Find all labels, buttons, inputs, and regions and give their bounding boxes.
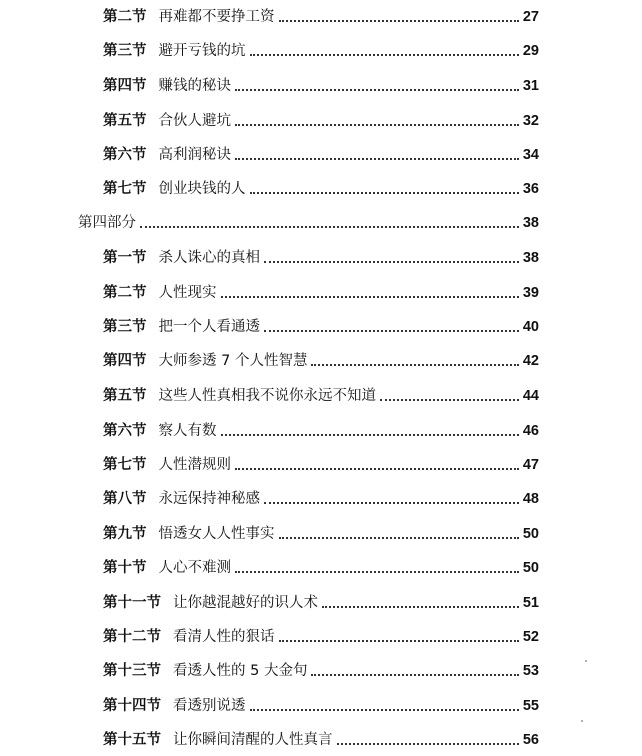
scan-speck — [581, 720, 583, 722]
section-number: 第三节 — [103, 43, 147, 59]
section-number: 第一节 — [103, 250, 147, 266]
toc-entry — [103, 108, 539, 130]
page-number: 44 — [522, 388, 539, 404]
dot-leader — [264, 261, 519, 263]
toc-entry — [103, 693, 539, 715]
toc-entry — [103, 73, 539, 95]
section-title: 人性潜规则 — [158, 457, 231, 473]
section-number: 第六节 — [103, 147, 147, 163]
page-number: 56 — [522, 732, 539, 748]
section-number: 第三节 — [103, 319, 147, 335]
page-number: 38 — [522, 215, 539, 231]
toc-entry — [103, 452, 539, 474]
toc-part-entry — [78, 210, 539, 232]
section-title: 创业块钱的人 — [158, 181, 246, 197]
section-number: 第八节 — [103, 491, 147, 507]
dot-leader — [250, 709, 519, 711]
section-title: 人心不难测 — [158, 560, 231, 576]
dot-leader — [279, 537, 519, 539]
page-number: 36 — [522, 181, 539, 197]
section-number: 第十三节 — [103, 663, 161, 679]
toc-entry — [103, 314, 539, 336]
toc-entry — [103, 418, 539, 440]
dot-leader — [250, 192, 519, 194]
section-number: 第七节 — [103, 457, 147, 473]
toc-entry — [103, 486, 539, 508]
dot-leader — [140, 226, 519, 228]
section-number: 第四节 — [103, 78, 147, 94]
toc-entry — [103, 4, 539, 26]
toc-entry — [103, 348, 539, 370]
toc-entry — [103, 521, 539, 543]
page-number: 40 — [522, 319, 539, 335]
dot-leader — [221, 296, 519, 298]
section-title: 赚钱的秘诀 — [158, 78, 231, 94]
dot-leader — [279, 640, 519, 642]
section-title: 合伙人避坑 — [158, 113, 231, 129]
section-number: 第五节 — [103, 113, 147, 129]
dot-leader — [322, 606, 519, 608]
dot-leader — [264, 502, 519, 504]
section-number: 第七节 — [103, 181, 147, 197]
page-number: 51 — [522, 595, 539, 611]
dot-leader — [380, 399, 519, 401]
page-number: 48 — [522, 491, 539, 507]
toc-entry — [103, 727, 539, 749]
toc-entry — [103, 658, 539, 680]
section-title: 把一个人看通透 — [158, 319, 260, 335]
dot-leader — [264, 330, 519, 332]
toc-entry — [103, 280, 539, 302]
dot-leader — [279, 20, 519, 22]
section-number: 第九节 — [103, 526, 147, 542]
section-number: 第四节 — [103, 353, 147, 369]
page-number: 39 — [522, 285, 539, 301]
page-number: 42 — [522, 353, 539, 369]
page-number: 31 — [522, 78, 539, 94]
toc-entry — [103, 176, 539, 198]
page-number: 32 — [522, 113, 539, 129]
dot-leader — [235, 158, 519, 160]
dot-leader — [337, 743, 519, 745]
page-number: 50 — [522, 526, 539, 542]
page-number: 38 — [522, 250, 539, 266]
dot-leader — [311, 364, 518, 366]
toc-entry — [103, 142, 539, 164]
section-title: 人性现实 — [158, 285, 217, 301]
section-title: 让你越混越好的识人术 — [173, 595, 318, 611]
section-title: 察人有数 — [158, 423, 217, 439]
section-title: 杀人诛心的真相 — [158, 250, 260, 266]
section-number: 第二节 — [103, 9, 147, 25]
toc-entry — [103, 245, 539, 267]
section-title: 看清人性的狠话 — [173, 629, 275, 645]
section-number: 第十一节 — [103, 595, 161, 611]
toc-entry — [103, 624, 539, 646]
section-title: 让你瞬间清醒的人性真言 — [173, 732, 333, 748]
toc-entry — [103, 38, 539, 60]
dot-leader — [235, 468, 519, 470]
section-title: 看透别说透 — [173, 698, 246, 714]
page-number: 34 — [522, 147, 539, 163]
section-number: 第十四节 — [103, 698, 161, 714]
section-title: 高利润秘诀 — [158, 147, 231, 163]
page-number: 52 — [522, 629, 539, 645]
toc-entry — [103, 555, 539, 577]
dot-leader — [221, 434, 519, 436]
section-number: 第六节 — [103, 423, 147, 439]
part-title: 第四部分 — [78, 215, 136, 231]
page-number: 47 — [522, 457, 539, 473]
section-title: 永远保持神秘感 — [158, 491, 260, 507]
scan-speck — [585, 660, 587, 662]
section-number: 第十五节 — [103, 732, 161, 748]
page-number: 46 — [522, 423, 539, 439]
page-number: 50 — [522, 560, 539, 576]
page-number: 55 — [522, 698, 539, 714]
toc-entry — [103, 590, 539, 612]
toc-entry — [103, 383, 539, 405]
section-title: 悟透女人人性事实 — [158, 526, 275, 542]
section-title: 避开亏钱的坑 — [158, 43, 246, 59]
section-title: 大师参透 7 个人性智慧 — [158, 353, 308, 369]
section-title: 这些人性真相我不说你永远不知道 — [158, 388, 376, 404]
page-number: 27 — [522, 9, 539, 25]
page-number: 53 — [522, 663, 539, 679]
section-number: 第五节 — [103, 388, 147, 404]
page-number: 29 — [522, 43, 539, 59]
section-number: 第二节 — [103, 285, 147, 301]
dot-leader — [311, 674, 518, 676]
section-title: 再难都不要挣工资 — [158, 9, 275, 25]
dot-leader — [235, 89, 519, 91]
dot-leader — [235, 124, 519, 126]
dot-leader — [250, 54, 519, 56]
section-number: 第十二节 — [103, 629, 161, 645]
section-number: 第十节 — [103, 560, 147, 576]
section-title: 看透人性的 5 大金句 — [173, 663, 308, 679]
dot-leader — [235, 571, 519, 573]
